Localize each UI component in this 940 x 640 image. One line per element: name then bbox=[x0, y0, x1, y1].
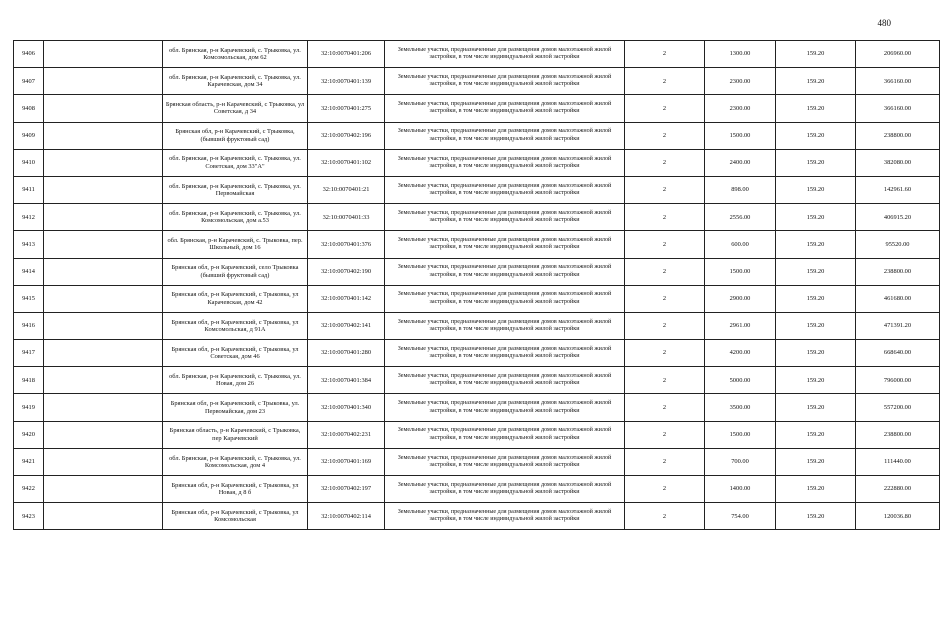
cadastral-value-cell: 668640.00 bbox=[856, 340, 940, 367]
empty-cell bbox=[44, 285, 163, 312]
empty-cell bbox=[44, 394, 163, 421]
cadastral-number-cell: 32:10:0070401:280 bbox=[308, 340, 385, 367]
permitted-use-cell: Земельные участки, предназначенные для размещения домов малоэтажной жилой застройки, в том числе индивидуальной жилой застройки bbox=[385, 95, 625, 122]
cadastral-number-cell: 32:10:0070401:340 bbox=[308, 394, 385, 421]
rate-cell: 159.20 bbox=[776, 231, 856, 258]
group-cell: 2 bbox=[625, 476, 705, 503]
empty-cell bbox=[44, 503, 163, 530]
rate-cell: 159.20 bbox=[776, 285, 856, 312]
cadastral-number-cell: 32:10:0070401:139 bbox=[308, 68, 385, 95]
rate-cell: 159.20 bbox=[776, 312, 856, 339]
cadastral-value-cell: 471391.20 bbox=[856, 312, 940, 339]
permitted-use-cell: Земельные участки, предназначенные для размещения домов малоэтажной жилой застройки, в том числе индивидуальной жилой застройки bbox=[385, 448, 625, 475]
cadastral-number-cell: 32:10:0070401:275 bbox=[308, 95, 385, 122]
row-number-cell: 9411 bbox=[14, 176, 44, 203]
table-row bbox=[14, 231, 940, 258]
address-cell: Брянская обл, р-н Карачевский, с Трыковка, ул Карачевская, дом 42 bbox=[163, 285, 308, 312]
rate-cell: 159.20 bbox=[776, 258, 856, 285]
rate-cell: 159.20 bbox=[776, 503, 856, 530]
permitted-use-cell: Земельные участки, предназначенные для размещения домов малоэтажной жилой застройки, в том числе индивидуальной жилой застройки bbox=[385, 285, 625, 312]
table-row bbox=[14, 204, 940, 231]
empty-cell bbox=[44, 367, 163, 394]
permitted-use-cell: Земельные участки, предназначенные для размещения домов малоэтажной жилой застройки, в том числе индивидуальной жилой застройки bbox=[385, 204, 625, 231]
row-number-cell: 9418 bbox=[14, 367, 44, 394]
rate-cell: 159.20 bbox=[776, 95, 856, 122]
page-number: 480 bbox=[877, 18, 891, 28]
row-number-cell: 9419 bbox=[14, 394, 44, 421]
cadastral-number-cell: 32:10:0070402:141 bbox=[308, 312, 385, 339]
empty-cell bbox=[44, 149, 163, 176]
group-cell: 2 bbox=[625, 204, 705, 231]
cadastral-number-cell: 32:10:0070402:114 bbox=[308, 503, 385, 530]
row-number-cell: 9408 bbox=[14, 95, 44, 122]
area-cell: 2961.00 bbox=[705, 312, 776, 339]
group-cell: 2 bbox=[625, 231, 705, 258]
cadastral-number-cell: 32:10:0070402:190 bbox=[308, 258, 385, 285]
address-cell: Брянская обл, р-н Карачевский, село Трыковка (бывший фруктовый сад) bbox=[163, 258, 308, 285]
area-cell: 1500.00 bbox=[705, 122, 776, 149]
row-number-cell: 9420 bbox=[14, 421, 44, 448]
cadastral-number-cell: 32:10:0070401:21 bbox=[308, 176, 385, 203]
address-cell: Брянская обл, р-н Карачевский, с Трыковка, (бывший фруктовый сад) bbox=[163, 122, 308, 149]
table-row bbox=[14, 476, 940, 503]
empty-cell bbox=[44, 122, 163, 149]
group-cell: 2 bbox=[625, 503, 705, 530]
cadastral-value-cell: 206960.00 bbox=[856, 41, 940, 68]
group-cell: 2 bbox=[625, 176, 705, 203]
rate-cell: 159.20 bbox=[776, 176, 856, 203]
rate-cell: 159.20 bbox=[776, 476, 856, 503]
area-cell: 2900.00 bbox=[705, 285, 776, 312]
group-cell: 2 bbox=[625, 68, 705, 95]
rate-cell: 159.20 bbox=[776, 122, 856, 149]
area-cell: 2400.00 bbox=[705, 149, 776, 176]
table-row bbox=[14, 421, 940, 448]
permitted-use-cell: Земельные участки, предназначенные для размещения домов малоэтажной жилой застройки, в том числе индивидуальной жилой застройки bbox=[385, 149, 625, 176]
area-cell: 600.00 bbox=[705, 231, 776, 258]
empty-cell bbox=[44, 340, 163, 367]
area-cell: 3500.00 bbox=[705, 394, 776, 421]
address-cell: Брянская область, р-н Карачевский, с Трыковка, ул Советская, д 34 bbox=[163, 95, 308, 122]
rate-cell: 159.20 bbox=[776, 41, 856, 68]
area-cell: 700.00 bbox=[705, 448, 776, 475]
rate-cell: 159.20 bbox=[776, 68, 856, 95]
group-cell: 2 bbox=[625, 448, 705, 475]
empty-cell bbox=[44, 41, 163, 68]
area-cell: 2556.00 bbox=[705, 204, 776, 231]
permitted-use-cell: Земельные участки, предназначенные для размещения домов малоэтажной жилой застройки, в том числе индивидуальной жилой застройки bbox=[385, 122, 625, 149]
row-number-cell: 9412 bbox=[14, 204, 44, 231]
table-row bbox=[14, 258, 940, 285]
table-row bbox=[14, 394, 940, 421]
area-cell: 2300.00 bbox=[705, 95, 776, 122]
address-cell: обл. Брянская, р-н Карачевский, с. Трыковка, ул. Комсомольская, дом а.53 bbox=[163, 204, 308, 231]
cadastral-number-cell: 32:10:0070402:231 bbox=[308, 421, 385, 448]
empty-cell bbox=[44, 95, 163, 122]
cadastral-value-cell: 238800.00 bbox=[856, 122, 940, 149]
address-cell: обл. Брянская, р-н Карачевский, с. Трыковка, ул. Первомайская bbox=[163, 176, 308, 203]
cadastral-number-cell: 32:10:0070401:33 bbox=[308, 204, 385, 231]
group-cell: 2 bbox=[625, 312, 705, 339]
cadastral-value-cell: 95520.00 bbox=[856, 231, 940, 258]
table-body bbox=[14, 41, 940, 530]
area-cell: 898.00 bbox=[705, 176, 776, 203]
area-cell: 4200.00 bbox=[705, 340, 776, 367]
empty-cell bbox=[44, 476, 163, 503]
cadastral-value-cell: 238800.00 bbox=[856, 258, 940, 285]
row-number-cell: 9422 bbox=[14, 476, 44, 503]
group-cell: 2 bbox=[625, 340, 705, 367]
row-number-cell: 9416 bbox=[14, 312, 44, 339]
cadastral-value-cell: 238800.00 bbox=[856, 421, 940, 448]
empty-cell bbox=[44, 258, 163, 285]
land-plots-table bbox=[13, 40, 940, 530]
area-cell: 1500.00 bbox=[705, 421, 776, 448]
group-cell: 2 bbox=[625, 285, 705, 312]
table-row bbox=[14, 122, 940, 149]
empty-cell bbox=[44, 68, 163, 95]
rate-cell: 159.20 bbox=[776, 149, 856, 176]
permitted-use-cell: Земельные участки, предназначенные для размещения домов малоэтажной жилой застройки, в том числе индивидуальной жилой застройки bbox=[385, 176, 625, 203]
cadastral-number-cell: 32:10:0070402:197 bbox=[308, 476, 385, 503]
cadastral-number-cell: 32:10:0070401:384 bbox=[308, 367, 385, 394]
group-cell: 2 bbox=[625, 258, 705, 285]
table-row bbox=[14, 312, 940, 339]
address-cell: обл. Брянская, р-н Карачевский, с. Трыковка, ул. Карачевская, дом 34 bbox=[163, 68, 308, 95]
permitted-use-cell: Земельные участки, предназначенные для размещения домов малоэтажной жилой застройки, в том числе индивидуальной жилой застройки bbox=[385, 68, 625, 95]
cadastral-number-cell: 32:10:0070401:142 bbox=[308, 285, 385, 312]
row-number-cell: 9415 bbox=[14, 285, 44, 312]
area-cell: 754.00 bbox=[705, 503, 776, 530]
empty-cell bbox=[44, 231, 163, 258]
rate-cell: 159.20 bbox=[776, 394, 856, 421]
area-cell: 1400.00 bbox=[705, 476, 776, 503]
cadastral-value-cell: 382080.00 bbox=[856, 149, 940, 176]
table-row bbox=[14, 285, 940, 312]
rate-cell: 159.20 bbox=[776, 340, 856, 367]
cadastral-value-cell: 406915.20 bbox=[856, 204, 940, 231]
cadastral-value-cell: 557200.00 bbox=[856, 394, 940, 421]
empty-cell bbox=[44, 176, 163, 203]
permitted-use-cell: Земельные участки, предназначенные для размещения домов малоэтажной жилой застройки, в том числе индивидуальной жилой застройки bbox=[385, 367, 625, 394]
permitted-use-cell: Земельные участки, предназначенные для размещения домов малоэтажной жилой застройки, в том числе индивидуальной жилой застройки bbox=[385, 231, 625, 258]
address-cell: обл. Брянская, р-н Карачевский, с. Трыковка, пер. Школьный, дом 16 bbox=[163, 231, 308, 258]
address-cell: Брянская обл, р-н Карачевский, с Трыковка, ул Советская, дом 46 bbox=[163, 340, 308, 367]
table-row bbox=[14, 95, 940, 122]
address-cell: обл. Брянская, р-н Карачевский, с. Трыковка, ул. Комсомольская, дом 4 bbox=[163, 448, 308, 475]
area-cell: 1300.00 bbox=[705, 41, 776, 68]
cadastral-number-cell: 32:10:0070401:376 bbox=[308, 231, 385, 258]
address-cell: Брянская обл, р-н Карачевский, с Трыковка, ул Комсомольская bbox=[163, 503, 308, 530]
cadastral-number-cell: 32:10:0070402:196 bbox=[308, 122, 385, 149]
address-cell: Брянская обл, р-н Карачевский, с Трыковка, ул Комсомольская, д 91А bbox=[163, 312, 308, 339]
group-cell: 2 bbox=[625, 367, 705, 394]
cadastral-number-cell: 32:10:0070401:102 bbox=[308, 149, 385, 176]
table-row bbox=[14, 149, 940, 176]
row-number-cell: 9414 bbox=[14, 258, 44, 285]
permitted-use-cell: Земельные участки, предназначенные для размещения домов малоэтажной жилой застройки, в том числе индивидуальной жилой застройки bbox=[385, 394, 625, 421]
cadastral-value-cell: 796000.00 bbox=[856, 367, 940, 394]
table-row bbox=[14, 448, 940, 475]
empty-cell bbox=[44, 312, 163, 339]
cadastral-value-cell: 222880.00 bbox=[856, 476, 940, 503]
group-cell: 2 bbox=[625, 122, 705, 149]
rate-cell: 159.20 bbox=[776, 367, 856, 394]
group-cell: 2 bbox=[625, 95, 705, 122]
empty-cell bbox=[44, 421, 163, 448]
address-cell: Брянская область, р-н Карачевский, с Трыковка, пер Карачевский bbox=[163, 421, 308, 448]
address-cell: Брянская обл, р-н Карачевский, с Трыковка, ул. Первомайская, дом 23 bbox=[163, 394, 308, 421]
area-cell: 1500.00 bbox=[705, 258, 776, 285]
area-cell: 5000.00 bbox=[705, 367, 776, 394]
address-cell: Брянская обл, р-н Карачевский, с Трыковка, ул Новая, д 8 б bbox=[163, 476, 308, 503]
group-cell: 2 bbox=[625, 149, 705, 176]
permitted-use-cell: Земельные участки, предназначенные для размещения домов малоэтажной жилой застройки, в том числе индивидуальной жилой застройки bbox=[385, 503, 625, 530]
permitted-use-cell: Земельные участки, предназначенные для размещения домов малоэтажной жилой застройки, в том числе индивидуальной жилой застройки bbox=[385, 41, 625, 68]
table-row bbox=[14, 68, 940, 95]
cadastral-value-cell: 142961.60 bbox=[856, 176, 940, 203]
permitted-use-cell: Земельные участки, предназначенные для размещения домов малоэтажной жилой застройки, в том числе индивидуальной жилой застройки bbox=[385, 476, 625, 503]
rate-cell: 159.20 bbox=[776, 421, 856, 448]
cadastral-value-cell: 366160.00 bbox=[856, 95, 940, 122]
table-row bbox=[14, 503, 940, 530]
permitted-use-cell: Земельные участки, предназначенные для размещения домов малоэтажной жилой застройки, в том числе индивидуальной жилой застройки bbox=[385, 312, 625, 339]
table-row bbox=[14, 176, 940, 203]
table-row bbox=[14, 41, 940, 68]
row-number-cell: 9421 bbox=[14, 448, 44, 475]
row-number-cell: 9410 bbox=[14, 149, 44, 176]
row-number-cell: 9409 bbox=[14, 122, 44, 149]
permitted-use-cell: Земельные участки, предназначенные для размещения домов малоэтажной жилой застройки, в том числе индивидуальной жилой застройки bbox=[385, 421, 625, 448]
address-cell: обл. Брянская, р-н Карачевский, с. Трыковка, ул. Новая, дом 26 bbox=[163, 367, 308, 394]
cadastral-number-cell: 32:10:0070401:206 bbox=[308, 41, 385, 68]
permitted-use-cell: Земельные участки, предназначенные для размещения домов малоэтажной жилой застройки, в том числе индивидуальной жилой застройки bbox=[385, 258, 625, 285]
cadastral-value-cell: 461680.00 bbox=[856, 285, 940, 312]
rate-cell: 159.20 bbox=[776, 448, 856, 475]
cadastral-number-cell: 32:10:0070401:169 bbox=[308, 448, 385, 475]
address-cell: обл. Брянская, р-н Карачевский, с. Трыковка, ул. Советская, дом 33"А" bbox=[163, 149, 308, 176]
table-row bbox=[14, 340, 940, 367]
empty-cell bbox=[44, 204, 163, 231]
row-number-cell: 9406 bbox=[14, 41, 44, 68]
group-cell: 2 bbox=[625, 421, 705, 448]
row-number-cell: 9417 bbox=[14, 340, 44, 367]
permitted-use-cell: Земельные участки, предназначенные для размещения домов малоэтажной жилой застройки, в том числе индивидуальной жилой застройки bbox=[385, 340, 625, 367]
rate-cell: 159.20 bbox=[776, 204, 856, 231]
empty-cell bbox=[44, 448, 163, 475]
cadastral-value-cell: 111440.00 bbox=[856, 448, 940, 475]
row-number-cell: 9413 bbox=[14, 231, 44, 258]
row-number-cell: 9423 bbox=[14, 503, 44, 530]
group-cell: 2 bbox=[625, 394, 705, 421]
table-row bbox=[14, 367, 940, 394]
row-number-cell: 9407 bbox=[14, 68, 44, 95]
cadastral-value-cell: 366160.00 bbox=[856, 68, 940, 95]
group-cell: 2 bbox=[625, 41, 705, 68]
address-cell: обл. Брянская, р-н Карачевский, с. Трыковка, ул. Комсомольская, дом 62 bbox=[163, 41, 308, 68]
area-cell: 2300.00 bbox=[705, 68, 776, 95]
cadastral-value-cell: 120036.80 bbox=[856, 503, 940, 530]
